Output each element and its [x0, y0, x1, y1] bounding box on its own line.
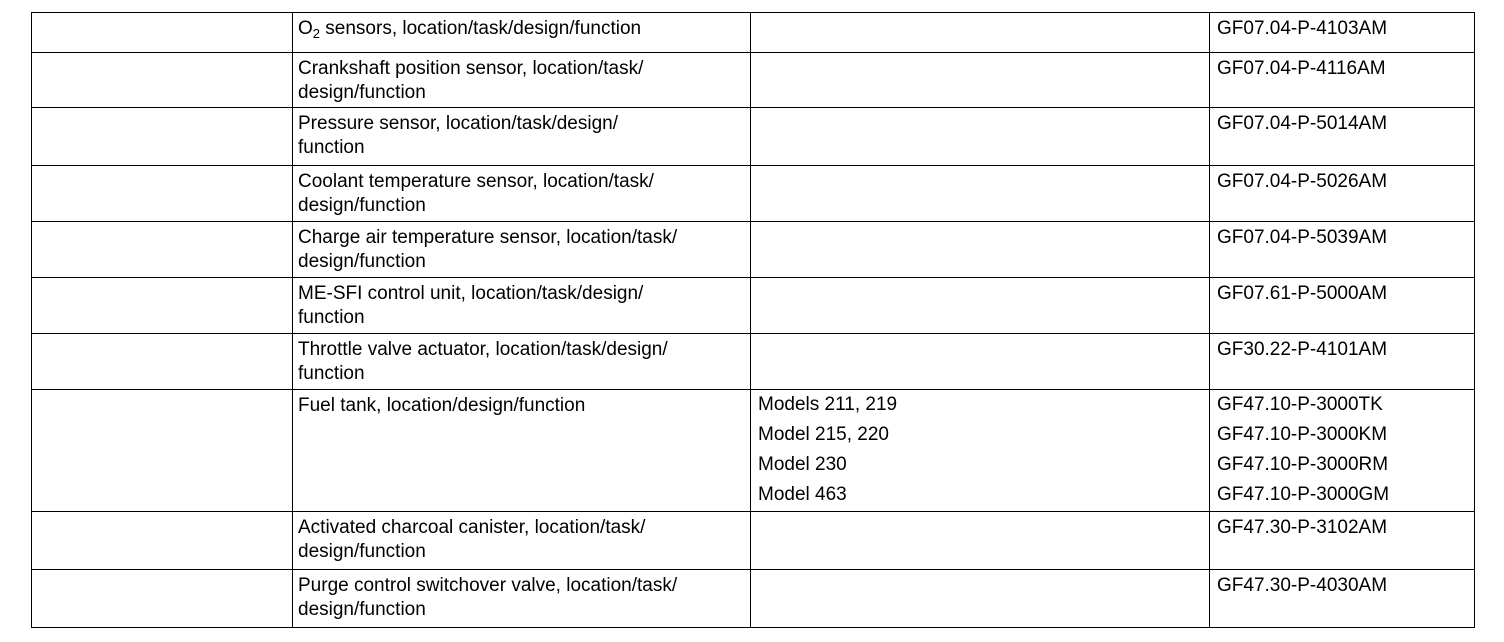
- component-title-cell: [293, 108, 751, 166]
- component-title-cell: [293, 13, 751, 53]
- component-title: Pressure sensor, location/task/design/ function: [298, 113, 619, 158]
- document-code-cell: [1210, 166, 1475, 222]
- table-row: [32, 390, 1475, 512]
- table-row: [32, 278, 1475, 334]
- document-code-link[interactable]: GF47.30-P-4030AM: [1217, 575, 1388, 596]
- empty-cell: [32, 334, 293, 390]
- component-title: Throttle valve actuator, location/task/design/ function: [298, 339, 668, 384]
- title-subscript: 2: [312, 26, 321, 41]
- document-code-link[interactable]: GF47.10-P-3000GM: [1217, 484, 1390, 505]
- document-code-cell: [1210, 13, 1475, 53]
- document-code-link[interactable]: GF47.10-P-3000KM: [1217, 424, 1388, 445]
- empty-cell: [32, 108, 293, 166]
- table-row: [32, 512, 1475, 570]
- component-title: Activated charcoal canister, location/task/ design/function: [298, 517, 646, 562]
- document-code-cell: [1210, 512, 1475, 570]
- document-code-link[interactable]: GF07.04-P-5014AM: [1217, 113, 1388, 134]
- model-note: Model 230: [758, 454, 847, 475]
- model-notes-cell: [751, 13, 1210, 53]
- empty-cell: [32, 278, 293, 334]
- component-title: Coolant temperature sensor, location/task/ design/function: [298, 171, 654, 216]
- model-notes-cell: [751, 108, 1210, 166]
- model-note: Models 211, 219: [758, 394, 898, 415]
- document-code-cell: [1210, 334, 1475, 390]
- component-title: Fuel tank, location/design/function: [298, 395, 586, 416]
- empty-cell: [32, 53, 293, 108]
- component-title-cell: [293, 278, 751, 334]
- document-code-cell: [1210, 390, 1475, 512]
- model-notes-cell: [751, 334, 1210, 390]
- model-notes-cell: [751, 570, 1210, 628]
- document-code-link[interactable]: GF47.10-P-3000RM: [1217, 454, 1389, 475]
- document-code-cell: [1210, 108, 1475, 166]
- component-title-cell: [293, 512, 751, 570]
- empty-cell: [32, 512, 293, 570]
- model-notes-cell: [751, 53, 1210, 108]
- empty-cell: [32, 570, 293, 628]
- model-notes-cell: [751, 512, 1210, 570]
- component-title: ME-SFI control unit, location/task/design/ function: [298, 283, 644, 328]
- document-code-link[interactable]: GF07.61-P-5000AM: [1217, 283, 1388, 304]
- document-code-cell: [1210, 278, 1475, 334]
- empty-cell: [32, 13, 293, 53]
- table-row: [32, 13, 1475, 53]
- document-code-link[interactable]: GF47.10-P-3000TK: [1217, 394, 1383, 415]
- table-row: [32, 166, 1475, 222]
- component-title: Charge air temperature sensor, location/task/ design/function: [298, 227, 678, 272]
- document-code-cell: [1210, 222, 1475, 278]
- component-title-cell: [293, 222, 751, 278]
- document-code-link[interactable]: GF07.04-P-4116AM: [1217, 58, 1386, 79]
- title-prefix: O: [298, 18, 313, 39]
- document-code-link[interactable]: GF47.30-P-3102AM: [1217, 517, 1388, 538]
- component-title-cell: [293, 53, 751, 108]
- document-code-cell: [1210, 53, 1475, 108]
- document-code-link[interactable]: GF07.04-P-5039AM: [1217, 227, 1388, 248]
- model-note: Model 463: [758, 484, 847, 505]
- document-code-cell: [1210, 570, 1475, 628]
- table-row: [32, 222, 1475, 278]
- document-table: [31, 12, 1475, 628]
- component-title-cell: [293, 570, 751, 628]
- document-code-link[interactable]: GF30.22-P-4101AM: [1217, 339, 1388, 360]
- component-title-cell: [293, 166, 751, 222]
- table-row: [32, 53, 1475, 108]
- component-title: Crankshaft position sensor, location/task/ design/function: [298, 58, 644, 103]
- document-code-link[interactable]: GF07.04-P-5026AM: [1217, 171, 1388, 192]
- table-row: [32, 108, 1475, 166]
- model-notes-cell: [751, 166, 1210, 222]
- empty-cell: [32, 166, 293, 222]
- model-note: Model 215, 220: [758, 424, 889, 445]
- empty-cell: [32, 222, 293, 278]
- component-title: [298, 18, 641, 39]
- model-notes-cell: [751, 278, 1210, 334]
- table-row: [32, 570, 1475, 628]
- model-notes-cell: [751, 390, 1210, 512]
- title-text: sensors, location/task/design/function: [320, 18, 642, 39]
- document-table-body: [32, 13, 1475, 628]
- empty-cell: [32, 390, 293, 512]
- component-title-cell: [293, 334, 751, 390]
- component-title-cell: [293, 390, 751, 512]
- table-row: [32, 334, 1475, 390]
- component-title: Purge control switchover valve, location/task/ design/function: [298, 575, 678, 620]
- model-notes-cell: [751, 222, 1210, 278]
- document-code-link[interactable]: GF07.04-P-4103AM: [1217, 18, 1388, 39]
